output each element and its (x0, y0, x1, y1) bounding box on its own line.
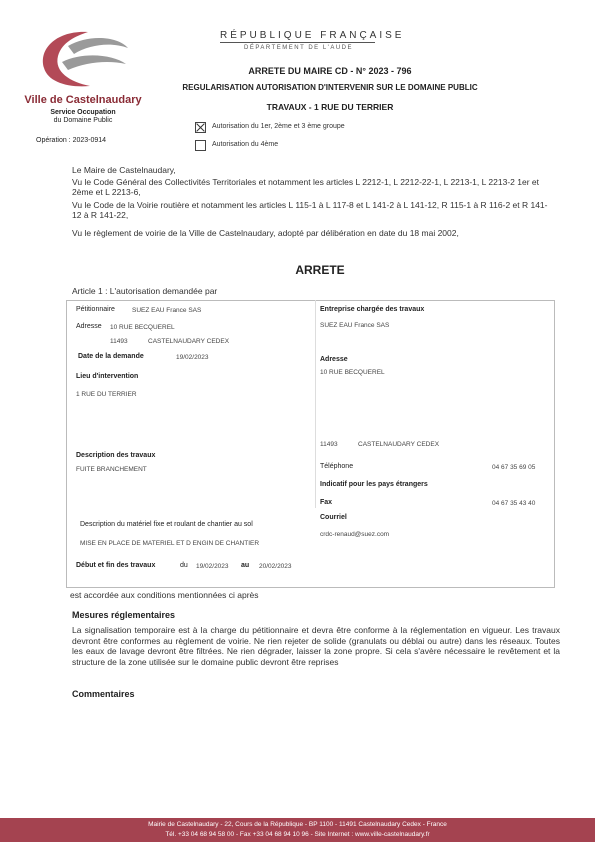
operation-number: Opération : 2023-0914 (36, 137, 107, 144)
adresse-entreprise-value: 10 RUE BECQUEREL (320, 369, 385, 376)
telephone-value: 04 67 35 69 05 (492, 464, 536, 471)
preamble-maire: Le Maire de Castelnaudary, (72, 165, 176, 175)
preamble-reglement: Vu le règlement de voirie de la Ville de Castelnaudary, adopté par délibération en date du 18 mai 2002, (72, 228, 459, 238)
telephone-label: Téléphone (320, 463, 354, 470)
fax-value: 04 67 35 43 40 (492, 500, 536, 507)
city-name: Ville de Castelnaudary (24, 94, 142, 106)
arrete-title: ARRETE DU MAIRE CD - N° 2023 - 796 (248, 66, 412, 76)
preamble-voirie: Vu le Code de la Voirie routière et notamment les articles L 115-1 à L 117-8 et L 141-2 à L 141-12, R 115-1 à R 116-2 et R 141-12 à R 141-22, (72, 200, 548, 220)
form-column-divider (315, 300, 316, 508)
commentaires-title: Commentaires (72, 689, 135, 699)
arrete-heading: ARRETE (295, 263, 345, 277)
courriel-value: crdc-renaud@suez.com (320, 531, 390, 538)
regularisation-title: REGULARISATION AUTORISATION D'INTERVENIR SUR LE DOMAINE PUBLIC (182, 83, 478, 92)
header-divider (220, 42, 375, 43)
logo-block (24, 26, 142, 156)
city-logo-icon (28, 26, 138, 92)
adresse-value: 10 RUE BECQUEREL (110, 324, 175, 331)
description-value: FUITE BRANCHEMENT (76, 466, 147, 473)
footer-contact: Tél. +33 04 68 94 58 00 - Fax +33 04 68 94 10 96 - Site Internet : www.ville-castelnaudary.fr (165, 831, 430, 838)
lieu-label: Lieu d'intervention (76, 373, 139, 380)
date-demande-label: Date de la demande (78, 353, 144, 360)
petitionnaire-label: Pétitionnaire (76, 306, 115, 313)
checkbox-label-groupes-1-3: Autorisation du 1er, 2ème et 3 ème groupe (212, 123, 345, 130)
article-1: Article 1 : L'autorisation demandée par (72, 286, 218, 296)
footer-bar (0, 818, 595, 842)
accorde-text: est accordée aux conditions mentionnées ci après (70, 590, 259, 600)
departement-header: DÉPARTEMENT DE L'AUDE (244, 45, 353, 51)
entreprise-value: SUEZ EAU France SAS (320, 322, 390, 329)
entreprise-label: Entreprise chargée des travaux (320, 306, 425, 313)
service-name (24, 109, 142, 125)
debut-fin-label: Début et fin des travaux (76, 562, 156, 569)
adresse-label: Adresse (76, 323, 102, 330)
indicatif-label: Indicatif pour les pays étrangers (320, 481, 428, 488)
service-line2: du Domaine Public (53, 117, 113, 124)
materiel-label: Description du matériel fixe et roulant de chantier au sol (80, 521, 253, 528)
mesures-text: La signalisation temporaire est à la charge du pétitionnaire et devra être conforme à la réglementation en vigueur. Les travaux devront être conformes au règlement de voirie. Ne rien rejeter de solide (granulats ou déblai ou autre) dans les réseaux. Toutes les eaux de lavage devront être filtrées. Ne rien dégrader, laisser la zone propre. Si cela s'avère nécessaire le revêtement et la structure de la zone utilisée sur le domaine public devront être reprises (72, 625, 560, 667)
adresse-cp: 11493 (110, 338, 128, 345)
lieu-value: 1 RUE DU TERRIER (76, 391, 137, 398)
adresse-city: CASTELNAUDARY CEDEX (148, 338, 230, 345)
au-label: au (241, 562, 250, 569)
adresse-entreprise-label: Adresse (320, 356, 348, 363)
courriel-label: Courriel (320, 514, 347, 521)
du-label: du (180, 562, 188, 569)
service-line1: Service Occupation (50, 109, 116, 116)
fax-label: Fax (320, 499, 333, 506)
debut-value: 19/02/2023 (196, 563, 229, 570)
travaux-title: TRAVAUX - 1 RUE DU TERRIER (266, 102, 394, 112)
republique-header: RÉPUBLIQUE FRANÇAISE (220, 30, 405, 41)
petitionnaire-value: SUEZ EAU France SAS (132, 307, 202, 314)
date-demande-value: 19/02/2023 (176, 354, 209, 361)
fin-value: 20/02/2023 (259, 563, 292, 570)
footer-address: Mairie de Castelnaudary - 22, Cours de la République - BP 1100 - 11491 Castelnaudary Cedex - France (148, 821, 447, 828)
checkbox-groupe-4[interactable] (195, 140, 206, 151)
preamble-cgct: Vu le Code Général des Collectivités Territoriales et notamment les articles L 2212-1, L 2212-22-1, L 2213-1, L 2213-2 1er et 2ème et L 2213-6, (72, 177, 539, 197)
adresse-entreprise-city: CASTELNAUDARY CEDEX (358, 441, 440, 448)
description-label: Description des travaux (76, 452, 156, 459)
checkbox-groupes-1-3[interactable] (195, 122, 206, 133)
checkbox-label-groupe-4: Autorisation du 4ème (212, 141, 279, 148)
adresse-entreprise-cp: 11493 (320, 441, 338, 448)
mesures-title: Mesures réglementaires (72, 610, 176, 620)
materiel-value: MISE EN PLACE DE MATERIEL ET D ENGIN DE CHANTIER (80, 540, 260, 547)
